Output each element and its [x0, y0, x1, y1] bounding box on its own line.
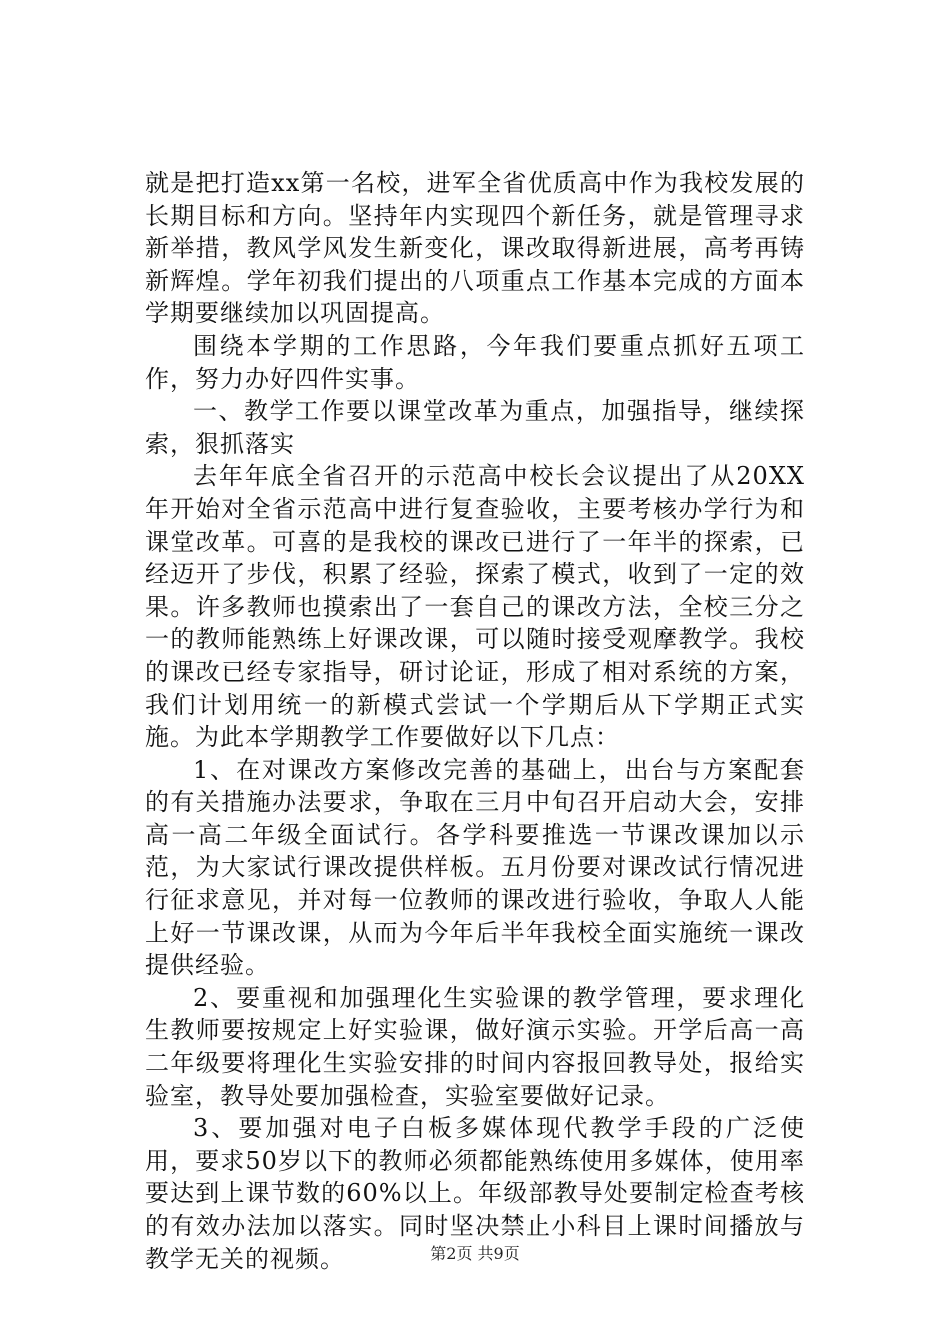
section-heading-teaching: 一、教学工作要以课堂改革为重点，加强指导，继续探索，狠抓落实 [145, 397, 805, 458]
list-item-1: 1、在对课改方案修改完善的基础上，出台与方案配套的有关措施办法要求，争取在三月中旬召开启动大会，安排高一高二年级全面试行。各学科要推选一节课改课加以示范，为大家试行课改提供样板。五月份要对课改试行情况进行征求意见，并对每一位教师的课改进行验收，争取人人能上好一节课改课，从而为今年后半年我校全面实施统一课改提供经验。 [145, 755, 805, 980]
paragraph-continued: 就是把打造xx第一名校，进军全省优质高中作为我校发展的长期目标和方向。坚持年内实现四个新任务，就是管理寻求新举措，教风学风发生新变化，课改取得新进展，高考再铸新辉煌。学年初我们提出的八项重点工作基本完成的方面本学期要继续加以巩固提高。 [145, 169, 805, 328]
list-item-3: 3、要加强对电子白板多媒体现代教学手段的广泛使用，要求50岁以下的教师必须都能熟练使用多媒体，使用率要达到上课节数的60%以上。年级部教导处要制定检查考核的有效办法加以落实。同时坚决禁止小科目上课时间播放与教学无关的视频。 [145, 1114, 805, 1273]
page-number: 第2页 共9页 [430, 1244, 520, 1263]
document-body [145, 167, 805, 1275]
list-item-2: 2、要重视和加强理化生实验课的教学管理，要求理化生教师要按规定上好实验课，做好演示实验。开学后高一高二年级要将理化生实验安排的时间内容报回教导处，报给实验室，教导处要加强检查，实验室要做好记录。 [145, 983, 805, 1110]
paragraph-work-plan: 围绕本学期的工作思路，今年我们要重点抓好五项工作，努力办好四件实事。 [145, 331, 805, 393]
paragraph-reform-background: 去年年底全省召开的示范高中校长会议提出了从20XX年开始对全省示范高中进行复查验收，主要考核办学行为和课堂改革。可喜的是我校的课改已进行了一年半的探索，已经迈开了步伐，积累了经验，探索了模式，收到了一定的效果。许多教师也摸索出了一套自己的课改方法，全校三分之一的教师能熟练上好课改课，可以随时接受观摩教学。我校的课改已经专家指导，研讨论证，形成了相对系统的方案，我们计划用统一的新模式尝试一个学期后从下学期正式实施。为此本学期教学工作要做好以下几点： [145, 462, 805, 752]
